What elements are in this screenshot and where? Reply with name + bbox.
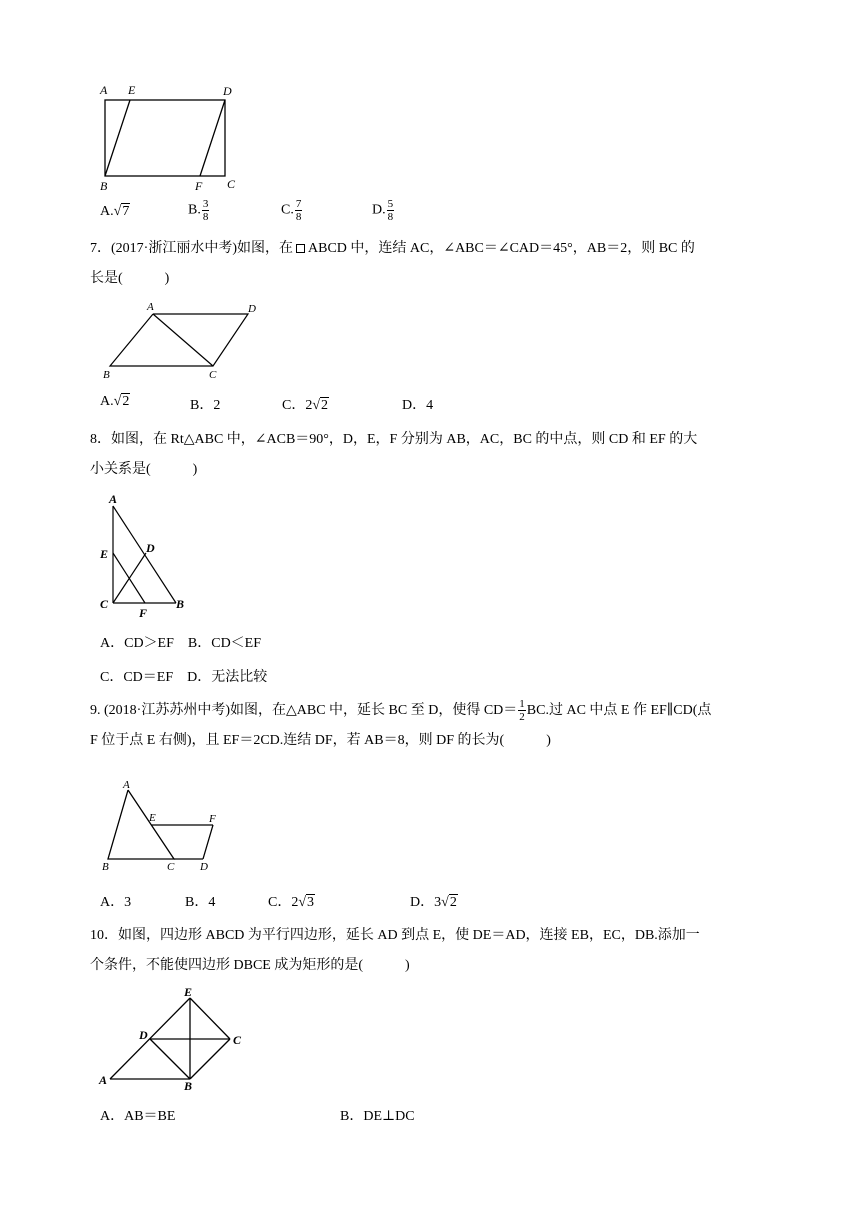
fig8-label-d: D	[146, 541, 155, 555]
q6-option-d[interactable]: D. $\frac{5}{8}$	[372, 198, 394, 223]
q6-option-b[interactable]: B. $\frac{3}{8}$	[188, 198, 209, 223]
fig9-label-e: E	[149, 812, 156, 824]
question-10-text	[90, 921, 770, 981]
sqrt-symbol: √7	[113, 204, 130, 219]
question-7-text	[90, 234, 770, 294]
q10-option-b[interactable]: B．DE⊥DC	[340, 1109, 415, 1124]
fig8-label-b: B	[176, 597, 185, 611]
q6-option-c[interactable]: C. $\frac{7}{8}$	[281, 198, 302, 223]
q7-option-c[interactable]: C．2√2	[282, 398, 329, 413]
question-9-line2: F 位于点 E 右侧)，且 EF＝2CD.连结 DF，若 AB＝8，则 DF 的长为( )	[90, 733, 551, 748]
fig8-label-c: C	[100, 597, 109, 611]
fig10-label-c: C	[233, 1033, 242, 1047]
question-8-line2: 小关系是( )	[90, 462, 198, 477]
fig8-label-a: A	[109, 492, 118, 506]
parallelogram-symbol	[296, 244, 305, 253]
fig10-label-b: B	[184, 1079, 193, 1092]
fraction: $\frac{7}{8}$	[295, 198, 302, 223]
fig7-label-a: A	[147, 301, 154, 313]
q8-options-row2[interactable]: C．CD＝EF D．无法比较	[100, 670, 268, 685]
fig6-label-a: A	[100, 83, 108, 97]
fig6-label-b: B	[100, 179, 108, 193]
q9-option-b[interactable]: B．4	[185, 895, 216, 910]
fraction: $\frac{1}{2}$	[519, 698, 525, 724]
question-7-line2: 长是( )	[90, 271, 170, 286]
fraction: $\frac{3}{8}$	[202, 198, 209, 223]
fig8-label-e: E	[100, 547, 109, 561]
q8-options-row1[interactable]: A．CD＞EF B．CD＜EF	[100, 636, 262, 651]
figure-q6	[95, 80, 245, 195]
q7-option-d[interactable]: D．4	[402, 398, 434, 413]
fig10-label-a: A	[99, 1073, 108, 1087]
fig9-label-a: A	[123, 779, 130, 791]
q7-option-b[interactable]: B．2	[190, 398, 221, 413]
question-7-line1: 7．(2017·浙江丽水中考)如图，在 ABCD 中，连结 AC，∠ABC＝∠CAD＝45°，AB＝2，则 BC 的	[90, 241, 695, 256]
fig9-label-f: F	[209, 813, 216, 825]
question-8-line1: 8．如图，在 Rt△ABC 中，∠ACB＝90°，D，E，F 分别为 AB，AC，BC 的中点，则 CD 和 EF 的大	[90, 432, 698, 447]
figure-q10	[96, 982, 266, 1092]
q7-option-a[interactable]: A.√2	[100, 394, 130, 409]
fig10-label-d: D	[139, 1028, 148, 1042]
figure-q8	[96, 490, 206, 620]
figure-q7	[98, 296, 268, 382]
fig8-label-f: F	[139, 606, 148, 620]
q6-option-a[interactable]: A.√7	[100, 204, 130, 219]
q9-option-d[interactable]: D．3√2	[410, 895, 457, 910]
question-8-text	[90, 425, 770, 485]
fig9-label-b: B	[102, 861, 109, 873]
q9-option-a[interactable]: A．3	[100, 895, 132, 910]
fig9-label-d: D	[200, 861, 208, 873]
fig7-label-b: B	[103, 369, 110, 381]
question-9-line1: 9. (2018·江苏苏州中考)如图，在△ABC 中，延长 BC 至 D，使得 CD＝ $\frac{1}{2}$ BC.过 AC 中点 E 作 EF∥CD(点	[90, 698, 712, 724]
q9-option-c[interactable]: C．2√3	[268, 895, 315, 910]
fig9-label-c: C	[167, 861, 175, 873]
q10-option-a[interactable]: A．AB＝BE	[100, 1109, 176, 1124]
fraction: $\frac{5}{8}$	[387, 198, 394, 223]
fig7-label-d: D	[248, 303, 256, 315]
question-9-text	[90, 696, 770, 756]
fig6-label-f: F	[195, 179, 203, 193]
question-10-line1: 10．如图，四边形 ABCD 为平行四边形，延长 AD 到点 E，使 DE＝AD，连接 EB，EC，DB.添加一	[90, 928, 700, 943]
fig10-label-e: E	[184, 985, 193, 999]
fig6-label-d: D	[223, 84, 232, 98]
fig6-label-e: E	[128, 83, 136, 97]
fig6-label-c: C	[227, 177, 236, 191]
fig7-label-c: C	[209, 369, 217, 381]
figure-q9	[96, 776, 236, 876]
question-10-line2: 个条件，不能使四边形 DBCE 成为矩形的是( )	[90, 958, 410, 973]
